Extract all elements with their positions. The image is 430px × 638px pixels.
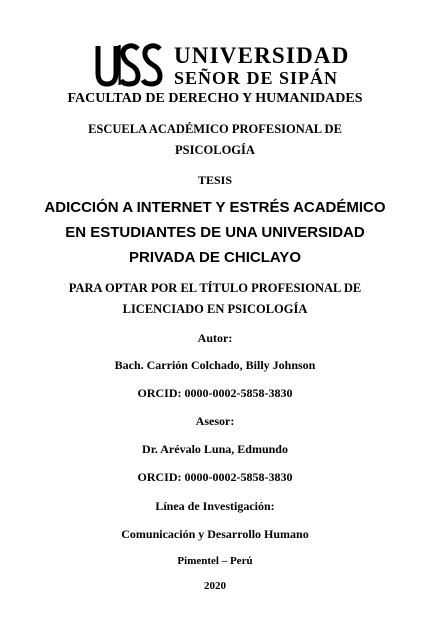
university-logo [94, 43, 350, 88]
research-line-value: Comunicación y Desarrollo Humano [121, 527, 309, 541]
location: Pimentel – Perú [177, 555, 253, 567]
author-name: Bach. Carrión Colchado, Billy Johnson [114, 358, 316, 372]
faculty-heading: FACULTAD DE DERECHO Y HUMANIDADES [67, 91, 363, 106]
advisor-name: Dr. Arévalo Luna, Edmundo [142, 442, 288, 456]
thesis-title-line1: ADICCIÓN A INTERNET Y ESTRÉS ACADÉMICO [44, 199, 386, 216]
thesis-title-line2: EN ESTUDIANTES DE UNA UNIVERSIDAD [65, 224, 365, 241]
author-orcid: ORCID: 0000-0002-5858-3830 [137, 386, 293, 400]
thesis-title-line3: PRIVADA DE CHICLAYO [129, 249, 301, 266]
logo-line-university: UNIVERSIDAD [174, 43, 350, 68]
year: 2020 [204, 580, 226, 592]
advisor-label: Asesor: [195, 414, 235, 428]
logo-wordmark [174, 45, 350, 88]
advisor-orcid: ORCID: 0000-0002-5858-3830 [137, 470, 293, 484]
logo-line-name: SEÑOR DE SIPÁN [174, 68, 339, 88]
school-heading-line1: ESCUELA ACADÉMICO PROFESIONAL DE [88, 122, 342, 136]
school-heading-line2: PSICOLOGÍA [175, 143, 255, 157]
author-label: Autor: [197, 331, 233, 345]
research-line-label: Línea de Investigación: [155, 499, 275, 513]
degree-purpose-line2: LICENCIADO EN PSICOLOGÍA [122, 302, 308, 316]
uss-monogram-icon [94, 43, 166, 87]
degree-purpose-line1: PARA OPTAR POR EL TÍTULO PROFESIONAL DE [68, 281, 362, 295]
document-type: TESIS [197, 173, 233, 187]
